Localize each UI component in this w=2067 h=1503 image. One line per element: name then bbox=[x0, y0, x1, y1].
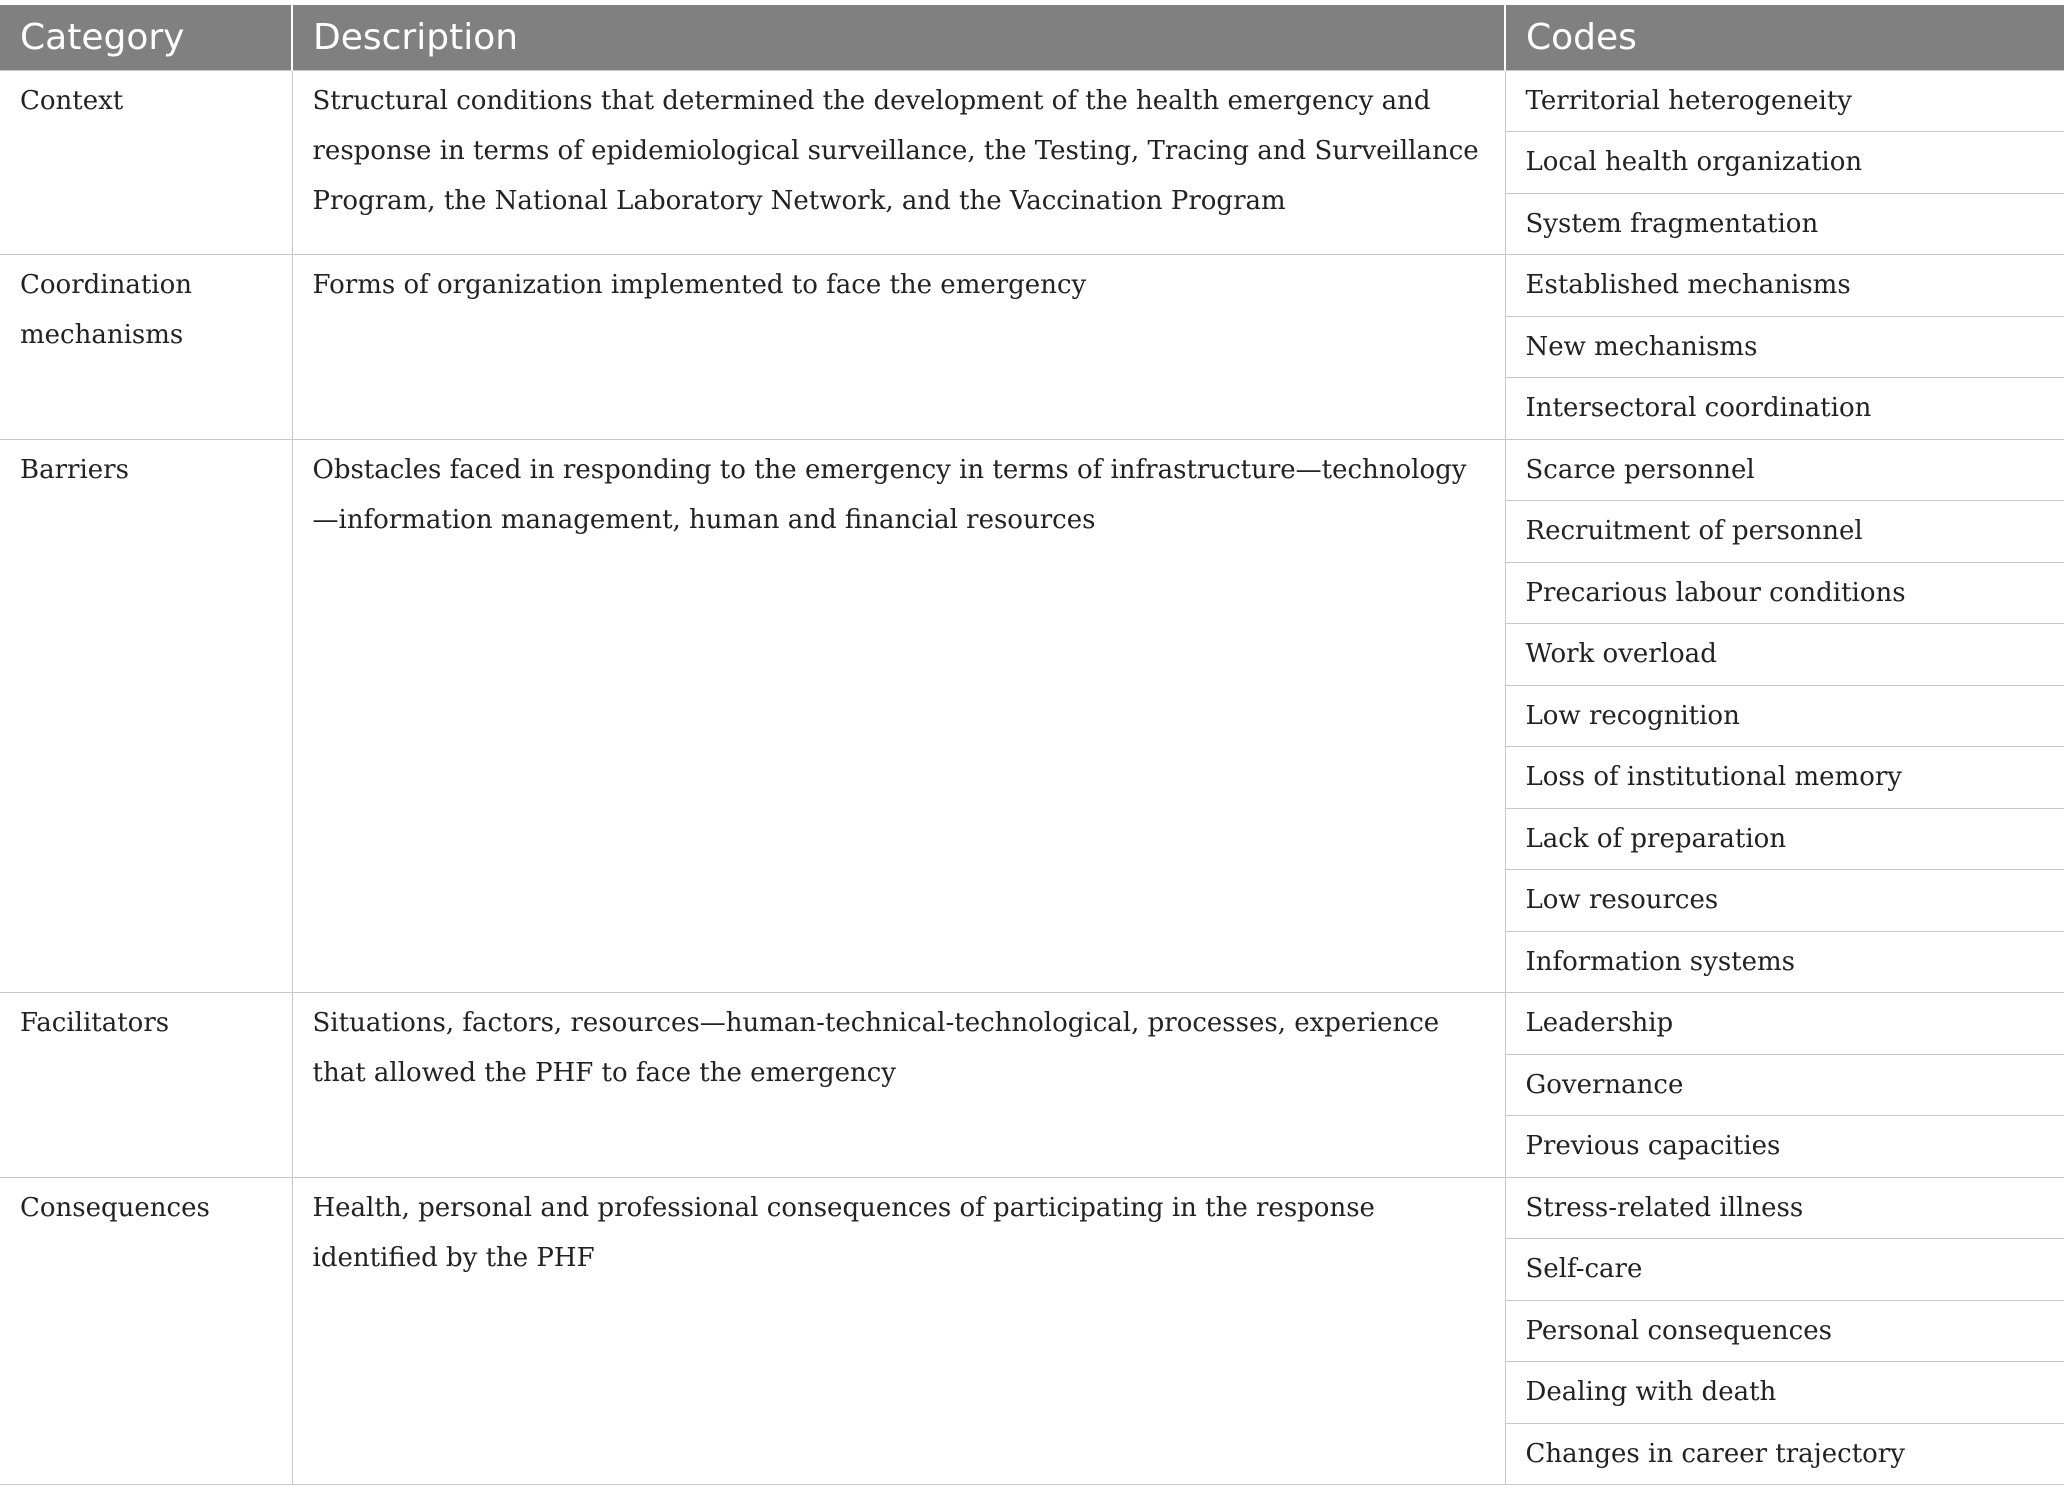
code-cell: Intersectoral coordination bbox=[1505, 378, 2064, 440]
code-cell: Changes in career trajectory bbox=[1505, 1423, 2064, 1485]
table-row bbox=[0, 1177, 2064, 1239]
header-codes: Codes bbox=[1505, 5, 2064, 70]
category-cell: Context bbox=[0, 70, 292, 255]
code-cell: Territorial heterogeneity bbox=[1505, 70, 2064, 132]
code-cell: Recruitment of personnel bbox=[1505, 501, 2064, 563]
code-cell: Precarious labour conditions bbox=[1505, 562, 2064, 624]
table-row bbox=[0, 70, 2064, 132]
code-cell: Previous capacities bbox=[1505, 1116, 2064, 1178]
table-row bbox=[0, 439, 2064, 501]
code-cell: Low recognition bbox=[1505, 685, 2064, 747]
code-cell: Leadership bbox=[1505, 993, 2064, 1055]
code-cell: Low resources bbox=[1505, 870, 2064, 932]
code-cell: Dealing with death bbox=[1505, 1362, 2064, 1424]
code-cell: Work overload bbox=[1505, 624, 2064, 686]
table-row bbox=[0, 255, 2064, 317]
code-cell: Established mechanisms bbox=[1505, 255, 2064, 317]
header-category: Category bbox=[0, 5, 292, 70]
codes-table bbox=[0, 5, 2064, 1485]
category-cell: Barriers bbox=[0, 439, 292, 993]
table-row bbox=[0, 993, 2064, 1055]
header-description: Description bbox=[292, 5, 1505, 70]
code-cell: Local health organization bbox=[1505, 132, 2064, 194]
code-cell: Lack of preparation bbox=[1505, 808, 2064, 870]
category-cell: Facilitators bbox=[0, 993, 292, 1178]
description-cell: Structural conditions that determined the development of the health emergency and response in terms of epidemiological surveillance, the Testing, Tracing and Surveillance Program, the National Laboratory Network, and the Vaccination Program bbox=[292, 70, 1505, 255]
table-body bbox=[0, 70, 2064, 1485]
code-cell: New mechanisms bbox=[1505, 316, 2064, 378]
description-cell: Obstacles faced in responding to the emergency in terms of infrastructure—technology—information management, human and financial resources bbox=[292, 439, 1505, 993]
code-cell: Personal consequences bbox=[1505, 1300, 2064, 1362]
description-cell: Forms of organization implemented to face the emergency bbox=[292, 255, 1505, 440]
code-cell: System fragmentation bbox=[1505, 193, 2064, 255]
description-cell: Situations, factors, resources—human-technical-technological, processes, experience that allowed the PHF to face the emergency bbox=[292, 993, 1505, 1178]
code-cell: Stress-related illness bbox=[1505, 1177, 2064, 1239]
category-cell: Coordination mechanisms bbox=[0, 255, 292, 440]
code-cell: Scarce personnel bbox=[1505, 439, 2064, 501]
description-cell: Health, personal and professional consequences of participating in the response identified by the PHF bbox=[292, 1177, 1505, 1485]
code-cell: Information systems bbox=[1505, 931, 2064, 993]
code-cell: Governance bbox=[1505, 1054, 2064, 1116]
table-header bbox=[0, 5, 2064, 70]
category-cell: Consequences bbox=[0, 1177, 292, 1485]
header-row bbox=[0, 5, 2064, 70]
code-cell: Loss of institutional memory bbox=[1505, 747, 2064, 809]
code-cell: Self-care bbox=[1505, 1239, 2064, 1301]
